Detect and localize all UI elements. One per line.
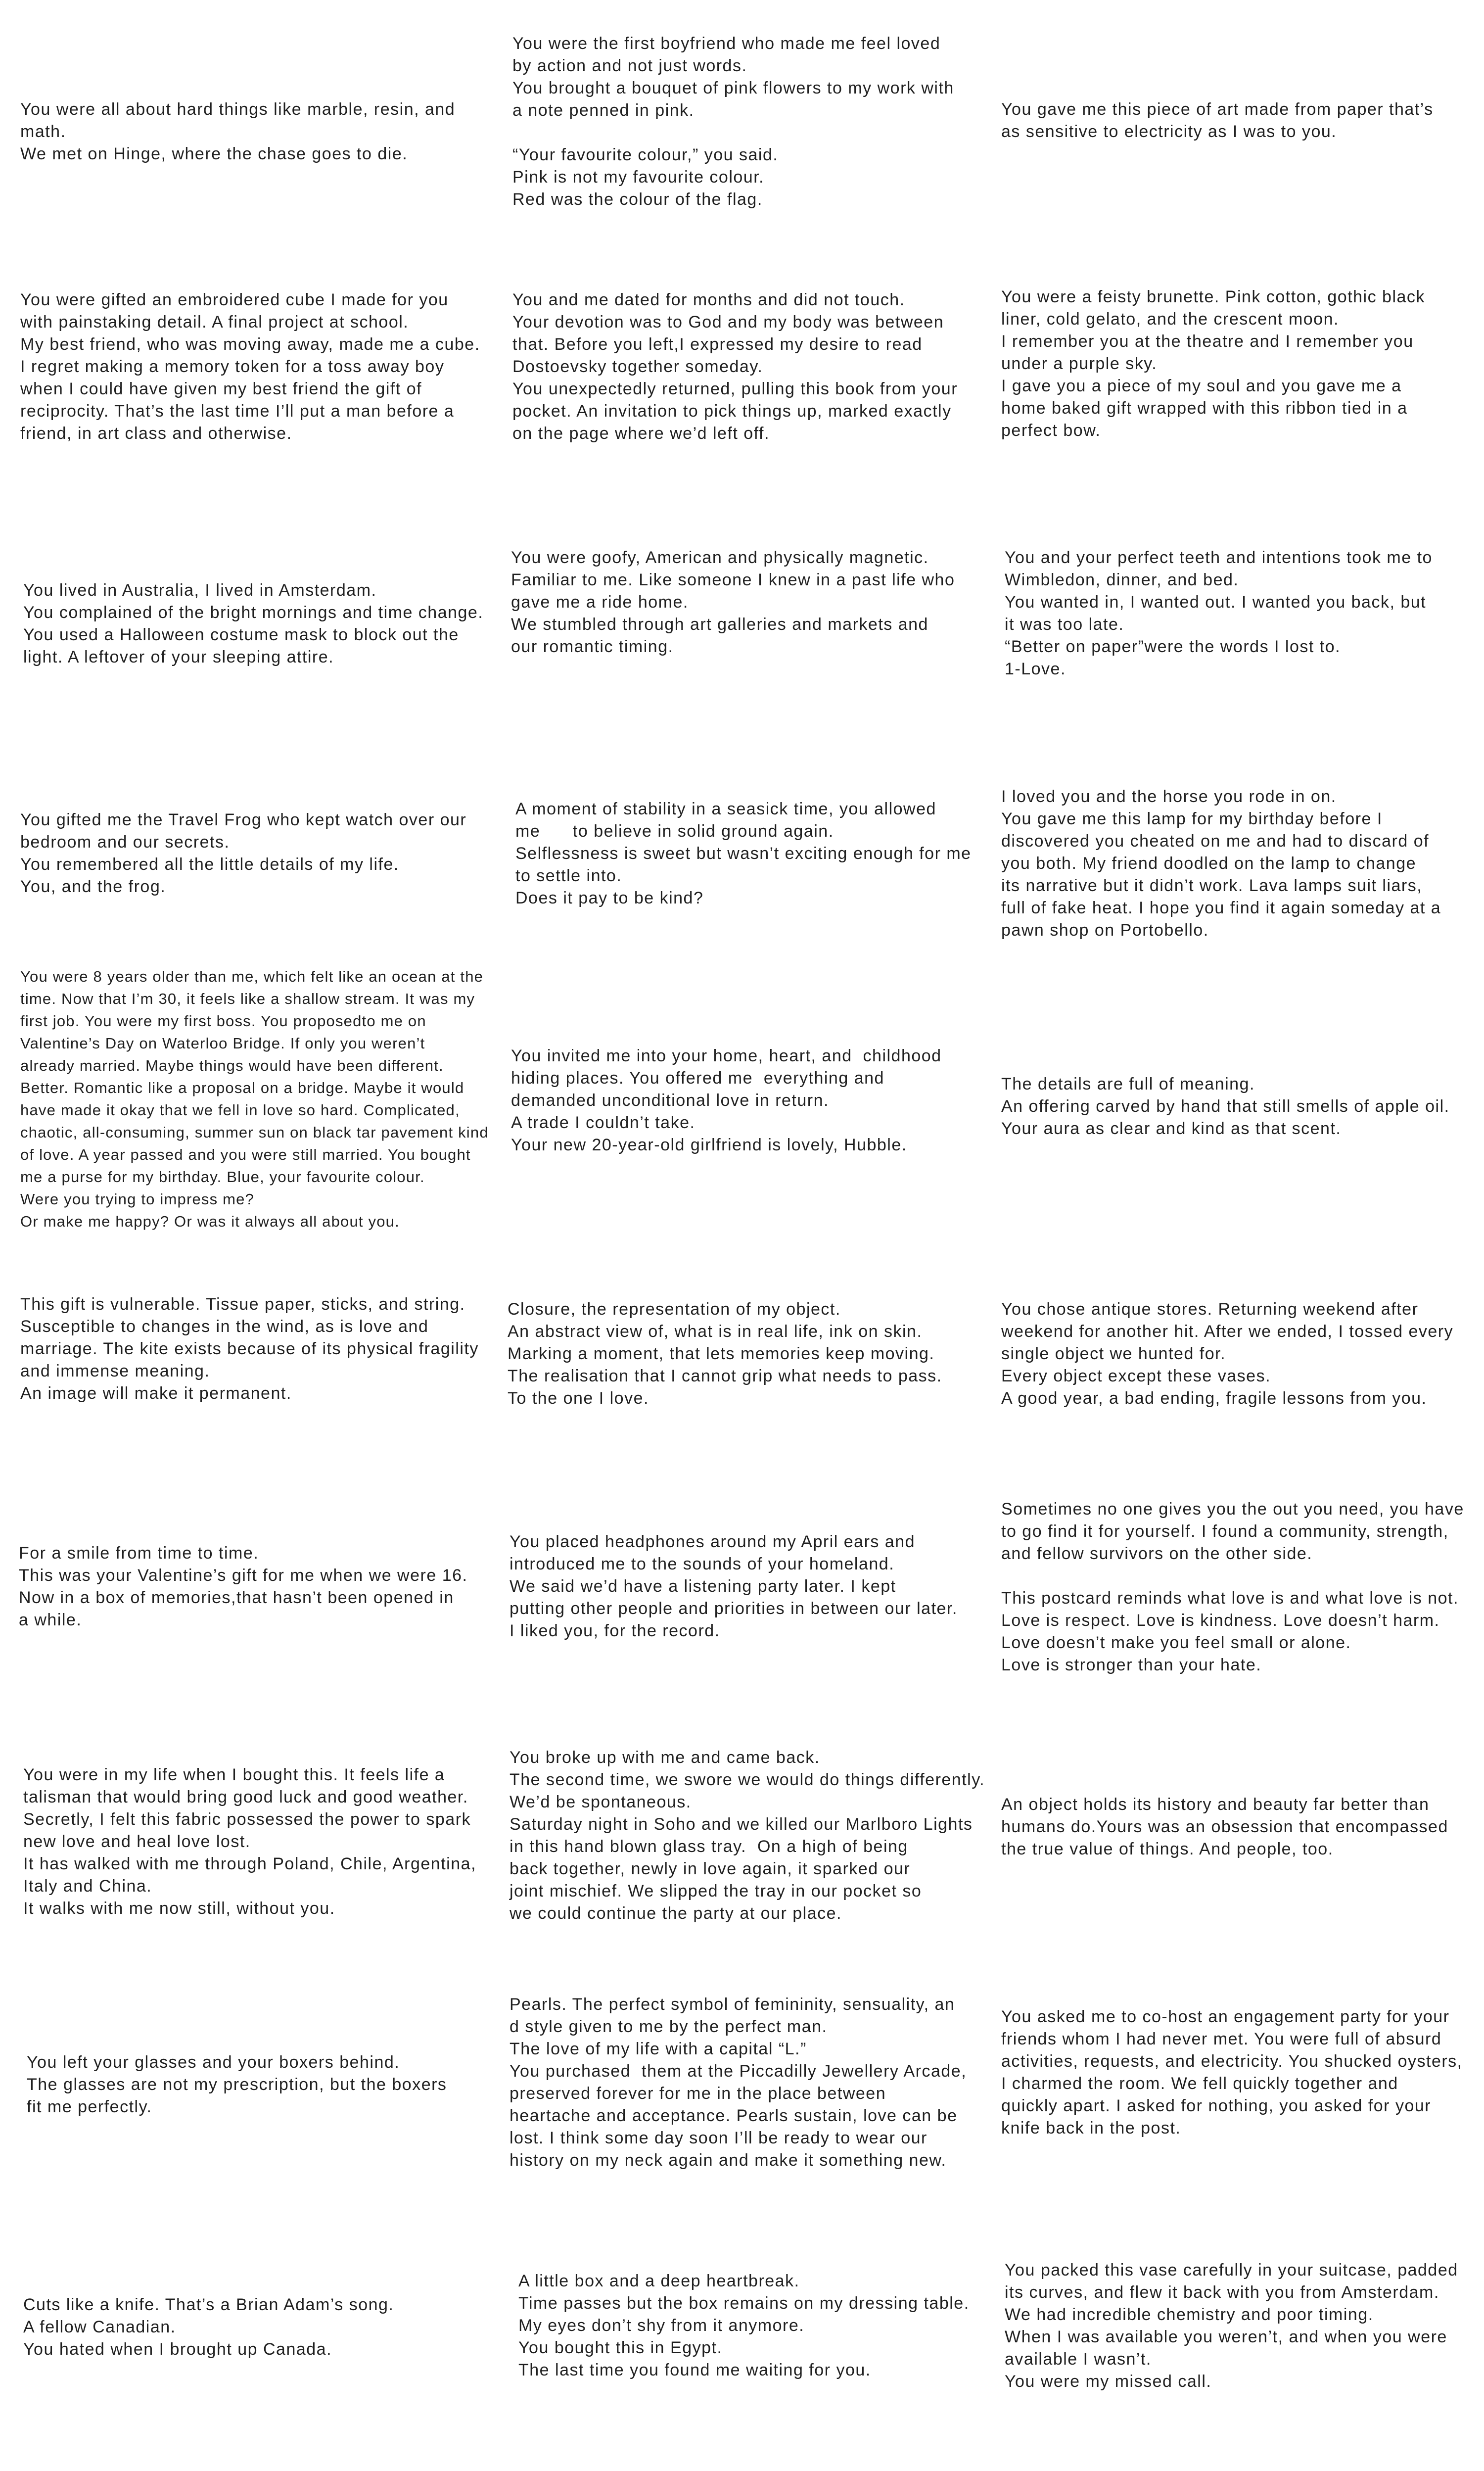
story-text-right: You were a feisty brunette. Pink cotton, gothic black liner, cold gelato, and the crescent moon. I remember you at the theatre and I remember you under a purple sky. I gave you a piece of my soul and you gave me a home baked gift wrapped with this ribbon tied in a perfect bow.: [1001, 287, 1425, 440]
story-text-left: Cuts like a knife. That’s a Brian Adam’s song. A fellow Canadian. You hated when I brought up Canada.: [23, 2295, 394, 2359]
story-text-left: You lived in Australia, I lived in Amsterdam. You complained of the bright mornings and time change. You used a Halloween costume mask to block out the light. A leftover of your sleeping attire.: [23, 581, 484, 666]
story-text-left: You were all about hard things like marble, resin, and math. We met on Hinge, where the chase goes to die.: [20, 100, 456, 163]
story-text-center: Closure, the representation of my object. An abstract view of, what is in real life, ink on skin. Marking a moment, that lets memories keep moving. The realisation that I cannot grip what needs to pass. To the one I love.: [508, 1300, 942, 1408]
story-text-center: You were goofy, American and physically magnetic. Familiar to me. Like someone I knew in a past life who gave me a ride home. We stumbled through art galleries and markets and our romantic timing.: [511, 548, 955, 656]
story-text-left: This gift is vulnerable. Tissue paper, sticks, and string. Susceptible to changes in the wind, as is love and marriage. The kite exists because of its physical fragility and immense meaning. An image will make it permanent.: [20, 1295, 479, 1403]
story-text-right: You asked me to co-host an engagement party for your friends whom I had never met. You were full of absurd activities, requests, and electricity. You shucked oysters, I charmed the room. We fell quickly together and quickly apart. I asked for nothing, you asked for your knife back in the post.: [1001, 2007, 1463, 2138]
story-text-left: You were 8 years older than me, which felt like an ocean at the time. Now that I’m 30, it feels like a shallow stream. It was my first job. You were my first boss. You proposedto me on Valentine’s Day on Waterloo Bridge. If only you weren’t already married. Maybe things would have been different. Better. Romantic like a proposal on a bridge. Maybe it would have made it okay that we fell in love so hard. Complicated, chaotic, all-consuming, summer sun on black tar pavement kind of love. A year passed and you were still married. You bought me a purse for my birthday. Blue, your favourite colour. Were you trying to impress me? Or make me happy? Or was it always all about you.: [20, 968, 489, 1230]
story-text-center: A little box and a deep heartbreak. Time passes but the box remains on my dressing table. My eyes don’t shy from it anymore. You bought this in Egypt. The last time you found me waiting for you.: [518, 2272, 970, 2379]
story-text-center: You and me dated for months and did not touch. Your devotion was to God and my body was between that. Before you left,I expressed my desire to read Dostoevsky together someday. You unexpectedly returned, pulling this book from your pocket. An invitation to pick things up, marked exactly on the page where we’d left off.: [512, 290, 958, 443]
story-text-left: You were gifted an embroidered cube I made for you with painstaking detail. A final project at school. My best friend, who was moving away, made me a cube. I regret making a memory token for a toss away boy when I could have given my best friend the gift of reciprocity. That’s the last time I’ll put a man before a friend, in art class and otherwise.: [20, 290, 480, 443]
story-text-right: Sometimes no one gives you the out you need, you have to go find it for yourself. I found a community, strength, and fellow survivors on the other side. This postcard reminds what love is and what love is not. Love is respect. Love is kindness. Love doesn’t harm. Love doesn’t make you feel small or alone. Love is stronger than your hate.: [1001, 1500, 1464, 1674]
story-text-right: You and your perfect teeth and intentions took me to Wimbledon, dinner, and bed. You wanted in, I wanted out. I wanted you back, but it was too late. “Better on paper”were the words I lost to. 1-Love.: [1005, 548, 1433, 678]
story-text-right: You gave me this piece of art made from paper that’s as sensitive to electricity as I was to you.: [1001, 100, 1434, 141]
story-text-right: You chose antique stores. Returning weekend after weekend for another hit. After we ended, I tossed every single object we hunted for. Every object except these vases. A good year, a bad ending, fragile lessons from you.: [1001, 1300, 1454, 1408]
story-text-left: You gifted me the Travel Frog who kept watch over our bedroom and our secrets. You remembered all the little details of my life. You, and the frog.: [20, 810, 467, 896]
story-text-right: The details are full of meaning. An offering carved by hand that still smells of apple oil. Your aura as clear and kind as that scent.: [1001, 1075, 1450, 1138]
story-text-center: A moment of stability in a seasick time, you allowed me to believe in solid ground again. Selflessness is sweet but wasn’t exciting enough for me to settle into. Does it pay to be kind?: [515, 800, 972, 907]
story-text-center: You invited me into your home, heart, and childhood hiding places. You offered me everything and demanded unconditional love in return. A trade I couldn’t take. Your new 20-year-old girlfriend is lovely, Hubble.: [511, 1046, 942, 1154]
story-text-right: I loved you and the horse you rode in on. You gave me this lamp for my birthday before I discovered you cheated on me and had to discard of you both. My friend doodled on the lamp to change its narrative but it didn’t work. Lava lamps suit liars, full of fake heat. I hope you find it again someday at a pawn shop on Portobello.: [1001, 787, 1441, 940]
story-text-left: You were in my life when I bought this. It feels life a talisman that would bring good luck and good weather. Secretly, I felt this fabric possessed the power to spark new love and heal love lost. It has walked with me through Poland, Chile, Argentina, Italy and China. It walks with me now still, without you.: [23, 1765, 476, 1918]
story-text-right: You packed this vase carefully in your suitcase, padded its curves, and flew it back with you from Amsterdam. We had incredible chemistry and poor timing. When I was available you weren’t, and when you were available I wasn’t. You were my missed call.: [1005, 2261, 1458, 2391]
story-text-center: You placed headphones around my April ears and introduced me to the sounds of your homeland. We said we’d have a listening party later. I kept putting other people and priorities in between our later. I liked you, for the record.: [510, 1532, 958, 1640]
story-text-left: You left your glasses and your boxers behind. The glasses are not my prescription, but the boxers fit me perfectly.: [27, 2053, 447, 2116]
story-text-center: Pearls. The perfect symbol of femininity, sensuality, an d style given to me by the perfect man. The love of my life with a capital “L.” You purchased them at the Piccadilly Jewellery Arcade, preserved forever for me in the place between heartache and acceptance. Pearls sustain, love can be lost. I think some day soon I’ll be ready to wear our history on my neck again and make it something new.: [510, 1995, 967, 2170]
story-text-left: For a smile from time to time. This was your Valentine’s gift for me when we were 16. Now in a box of memories,that hasn’t been opened in a while.: [19, 1544, 468, 1629]
story-text-right: An object holds its history and beauty far better than humans do.Yours was an obsession that encompassed the true value of things. And people, too.: [1001, 1795, 1448, 1858]
story-text-center: You were the first boyfriend who made me feel loved by action and not just words. You brought a bouquet of pink flowers to my work with a note penned in pink. “Your favourite colour,” you said. Pink is not my favourite colour. Red was the colour of the flag.: [512, 34, 954, 209]
story-text-center: You broke up with me and came back. The second time, we swore we would do things differently. We’d be spontaneous. Saturday night in Soho and we killed our Marlboro Lights in this hand blown glass tray. On a high of being back together, newly in love again, it sparked our joint mischief. We slipped the tray in our pocket so we could continue the party at our place.: [510, 1748, 985, 1923]
